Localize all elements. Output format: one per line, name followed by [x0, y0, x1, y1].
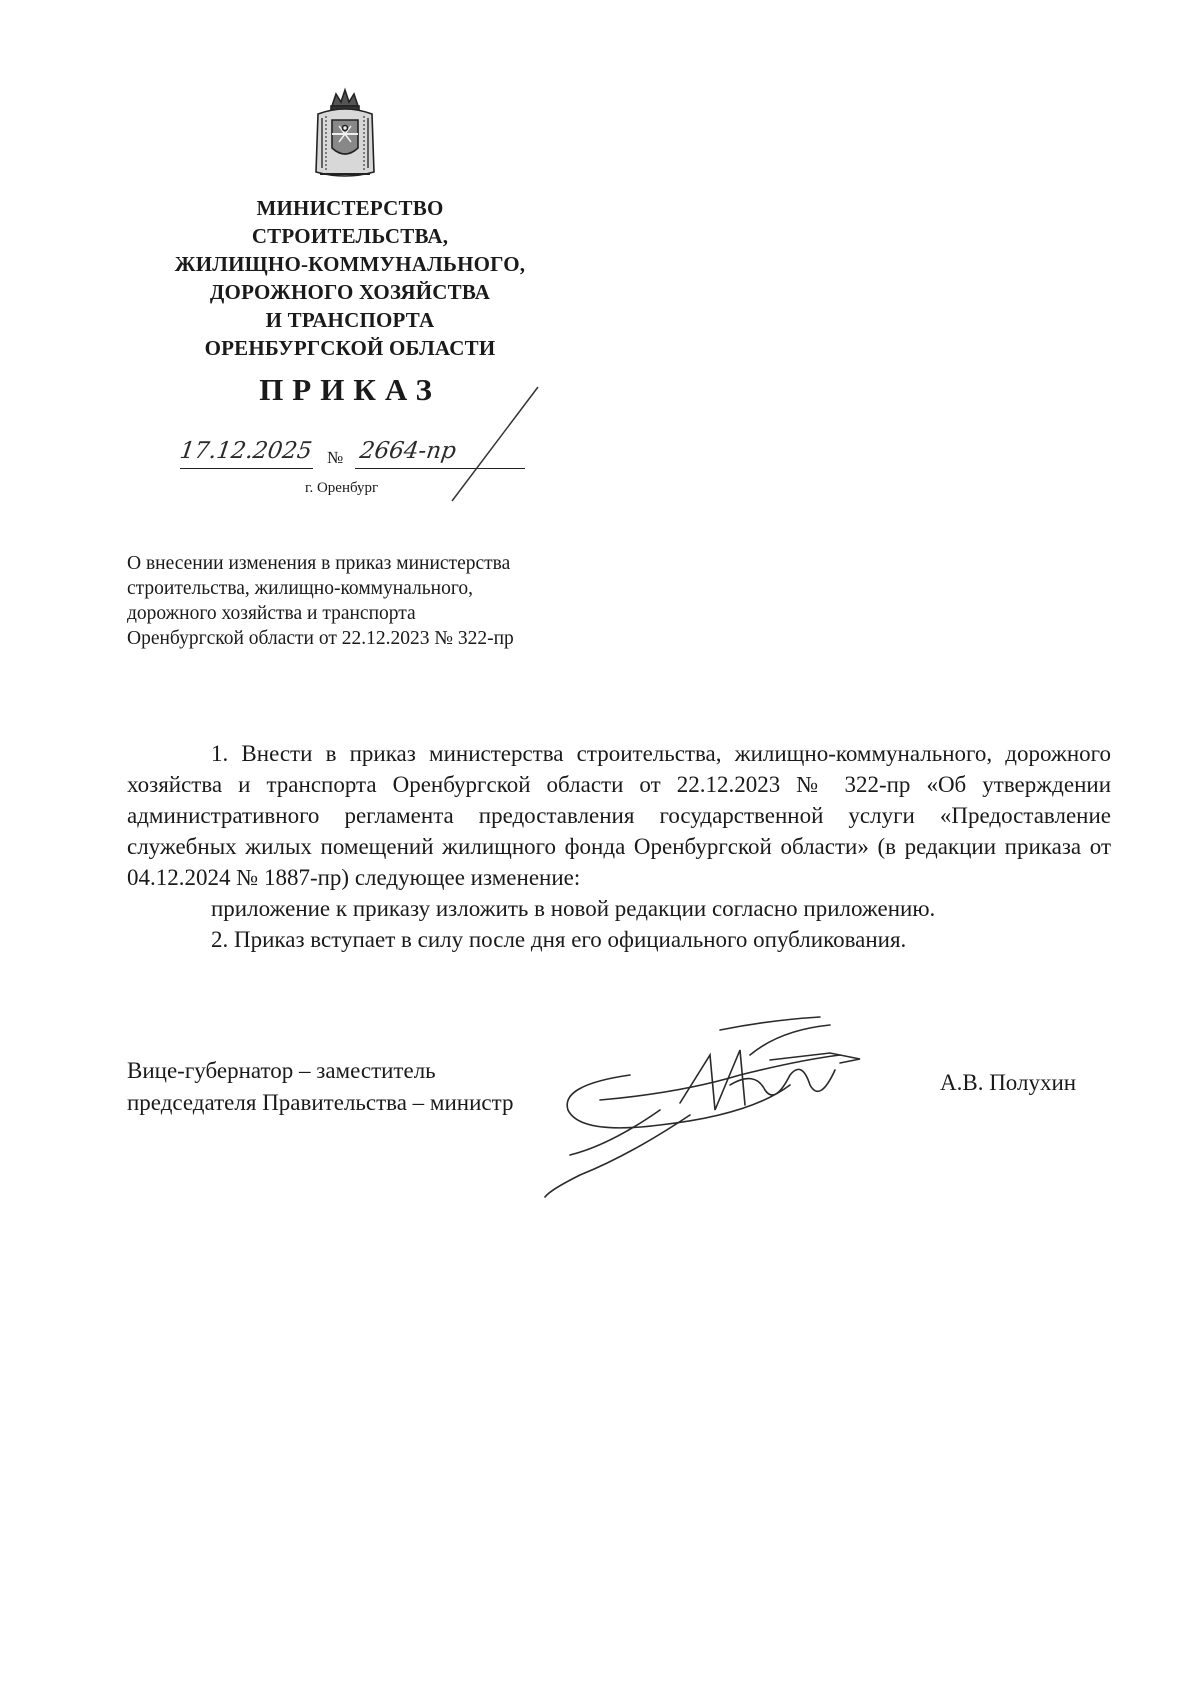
coat-of-arms-icon	[312, 86, 378, 182]
subject-line: О внесении изменения в приказ министерства	[127, 553, 511, 574]
header-line: И ТРАНСПОРТА	[265, 308, 435, 332]
handwritten-signature	[540, 1015, 930, 1200]
order-number: 2664-пр	[358, 438, 458, 464]
paragraph-1: 1. Внести в приказ министерства строительства, жилищно-коммунального, дорожного хозяйства и транспорта Оренбургской области от 22.12.2023 № 322-пр «Об утверждении административного регламента предоставления государственной услуги «Предоставление служебных жилых помещений жилищного фонда Оренбургской области» (в редакции приказа от 04.12.2024 № 1887-пр) следующее изменение:	[127, 741, 1111, 890]
ministry-header	[130, 194, 570, 362]
order-date: 17.12.2025	[178, 438, 314, 464]
order-subject	[127, 551, 647, 651]
header-line: СТРОИТЕЛЬСТВА,	[251, 224, 449, 248]
date-underline	[180, 468, 313, 469]
position-line: председателя Правительства – министр	[127, 1090, 514, 1115]
order-body	[127, 738, 1111, 955]
paragraph-1-continuation: приложение к приказу изложить в новой редакции согласно приложению.	[211, 896, 936, 921]
signatory-name: А.В. Полухин	[940, 1070, 1077, 1095]
signatory-position	[127, 1055, 513, 1119]
subject-line: дорожного хозяйства и транспорта	[127, 603, 416, 624]
header-line: МИНИСТЕРСТВО	[256, 196, 444, 220]
paragraph-2: 2. Приказ вступает в силу после дня его официального опубликования.	[211, 927, 907, 952]
document-title: ПРИКАЗ	[259, 372, 441, 407]
header-line: ОРЕНБУРГСКОЙ ОБЛАСТИ	[204, 336, 496, 360]
city-label: г. Оренбург	[305, 480, 379, 496]
subject-line: Оренбургской области от 22.12.2023 № 322-пр	[127, 628, 514, 649]
header-line: ДОРОЖНОГО ХОЗЯЙСТВА	[209, 280, 491, 304]
number-sign: №	[327, 448, 344, 467]
subject-line: строительства, жилищно-коммунального,	[127, 578, 473, 599]
slash-mark	[440, 385, 550, 505]
position-line: Вице-губернатор – заместитель	[127, 1058, 436, 1083]
header-line: ЖИЛИЩНО-КОММУНАЛЬНОГО,	[174, 252, 526, 276]
